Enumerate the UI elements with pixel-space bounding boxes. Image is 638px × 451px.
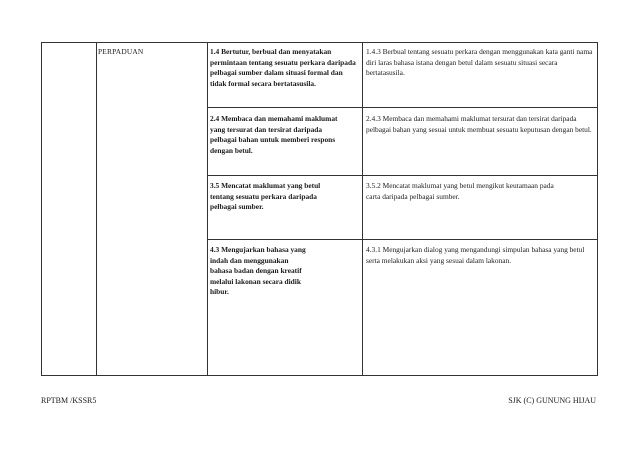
row-divider xyxy=(207,107,597,108)
objective-cell-3: 3.5.2 Mencatat maklumat yang betul mengikut keutamaan pada carta daripada pelbagai sumber. xyxy=(366,181,554,201)
standard-cell-3: 3.5 Mencatat maklumat yang betul tentang sesuatu perkara daripada pelbagai sumber. xyxy=(210,181,321,212)
row-divider xyxy=(207,239,597,240)
row-divider xyxy=(207,175,597,176)
objective-cell-2: 2.4.3 Membaca dan memahami maklumat tersurat dan tersirat daripada pelbagai bahan yang sesuai untuk membuat sesuatu keputusan dengan betul. xyxy=(366,114,592,134)
objective-cell-1: 1.4.3 Berbual tentang sesuatu perkara dengan menggunakan kata ganti nama diri laras bahasa istana dengan betul dalam sesuatu situasi secara bertatasusila. xyxy=(366,47,593,78)
objective-cell-4: 4.3.1 Mengujarkan dialog yang mengandungi simpulan bahasa yang betul serta melakukan aksi yang sesuai dalam lakonan. xyxy=(366,245,585,265)
column-divider xyxy=(207,43,208,375)
footer-left-text: RPTBM /KSSR5 xyxy=(41,396,97,405)
standard-cell-2: 2.4 Membaca dan memahami maklumat yang tersurat dan tersirat daripada pelbagai bahan untuk memberi respons dengan betul. xyxy=(210,114,338,155)
standard-cell-1: 1.4 Bertutur, berbual dan menyatakan permintaan tentang sesuatu perkara daripada pelbagai sumber dalam situasi formal dan tidak formal secara bertatasusila. xyxy=(210,47,356,88)
column-divider xyxy=(362,43,363,375)
theme-cell: PERPADUAN xyxy=(98,47,144,56)
standard-cell-4: 4.3 Mengujarkan bahasa yang indah dan menggunakan bahasa badan dengan kreatif melalui lakonan secara didik hibur. xyxy=(210,245,306,297)
curriculum-table xyxy=(41,42,598,376)
column-divider xyxy=(96,43,97,375)
footer-right-text: SJK (C) GUNUNG HIJAU xyxy=(508,396,596,405)
